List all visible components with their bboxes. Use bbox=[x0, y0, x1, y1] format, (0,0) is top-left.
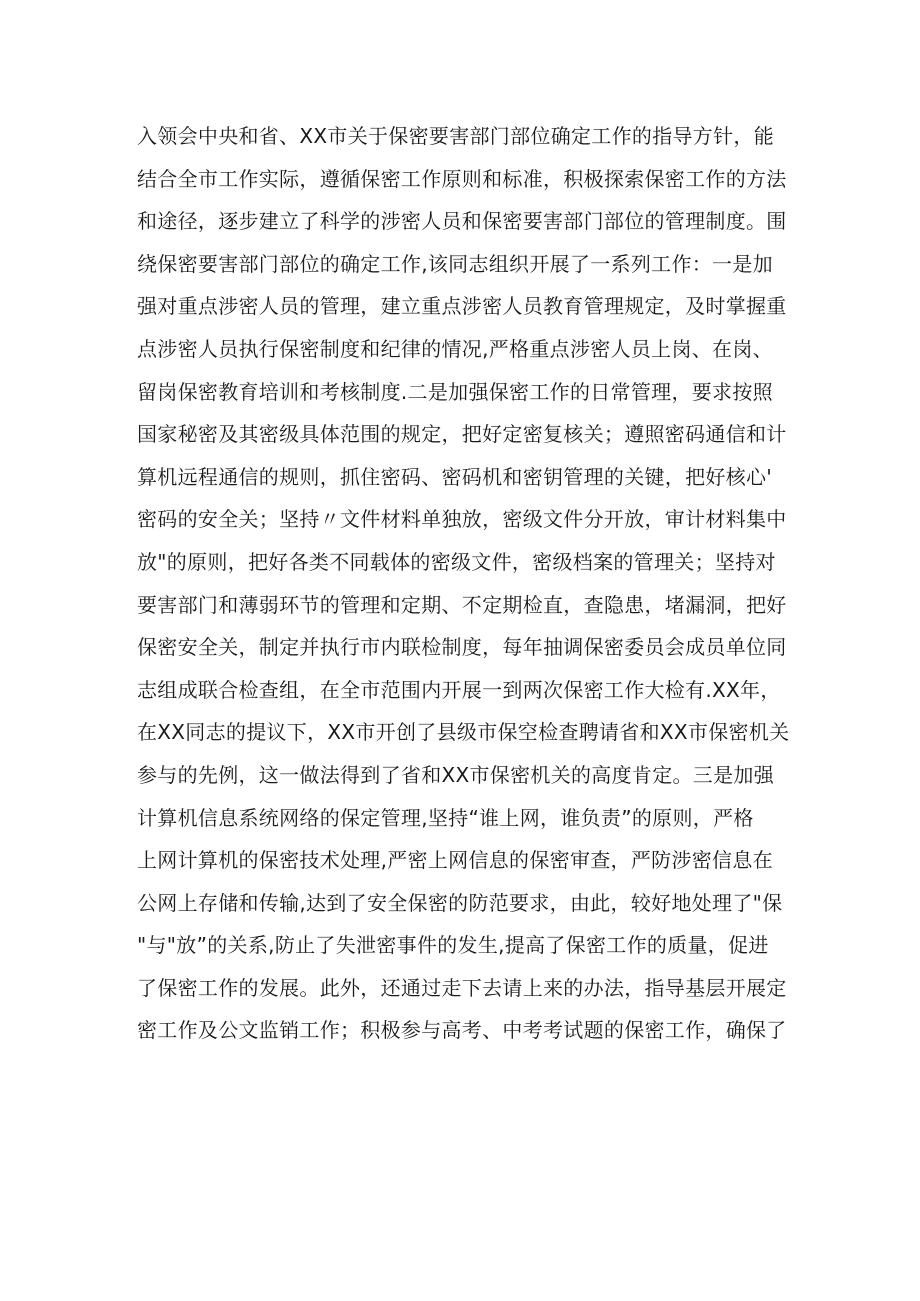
text-line: 在XX同志的提议下，XX市开创了县级市保空检查聘请省和XX市保密机关 bbox=[137, 720, 790, 745]
text-line: 和途径，逐步建立了科学的涉密人员和保密要害部门部位的管理制度。围 bbox=[137, 209, 787, 234]
text-line: 入领会中央和省、XX市关于保密要害部门部位确定工作的指导方针，能 bbox=[137, 124, 775, 148]
text-line: 绕保密要害部门部位的确定工作,该同志组织开展了一系列工作：一是加 bbox=[137, 251, 773, 276]
text-line: 算机远程通信的规则，抓住密码、密码机和密钥管理的关键，把好核心' bbox=[137, 464, 773, 489]
text-line: 计算机信息系统网络的保定管理,坚持“谁上网，谁负责”的原则，严格 bbox=[137, 805, 754, 830]
text-line: 志组成联合检查组，在全市范围内开展一到两次保密工作大检有.XX年， bbox=[137, 677, 781, 702]
body-paragraph bbox=[137, 115, 790, 1052]
text-line: 点涉密人员执行保密制度和纪律的情况,严格重点涉密人员上岗、在岗、 bbox=[137, 336, 773, 361]
text-line: 留岗保密教育培训和考核制度.二是加强保密工作的日常管理，要求按照 bbox=[137, 379, 773, 404]
text-line: 密工作及公文监销工作；积极参与高考、中考考试题的保密工作，确保了 bbox=[137, 1018, 787, 1043]
text-line: "与"放”的关系,防止了失泄密事件的发生,提高了保密工作的质量，促进 bbox=[137, 933, 769, 958]
text-line: 上网计算机的保密技术处理,严密上网信息的保密审查，严防涉密信息在 bbox=[137, 848, 773, 873]
text-line: 放"的原则，把好各类不同载体的密级文件，密级档案的管理关；坚持对 bbox=[137, 549, 776, 574]
text-line: 了保密工作的发展。此外，还通过走下去请上来的办法，指导基层开展定 bbox=[137, 975, 787, 1000]
text-line: 公网上存储和传输,达到了安全保密的防范要求，由此，较好地处理了"保 bbox=[137, 890, 783, 915]
text-line: 国家秘密及其密级具体范围的规定，把好定密复核关；遵照密码通信和计 bbox=[137, 422, 787, 447]
text-line: 保密安全关，制定并执行市内联检制度，每年抽调保密委员会成员单位同 bbox=[137, 635, 787, 660]
text-line: 参与的先例，这一做法得到了省和XX市保密机关的高度肯定。三是加强 bbox=[137, 762, 775, 787]
text-line: 密码的安全关；坚持〃文件材料单独放，密级文件分开放，审计材料集中 bbox=[137, 507, 787, 532]
text-line: 要害部门和薄弱环节的管理和定期、不定期检直，查隐患，堵漏洞，把好 bbox=[137, 592, 787, 617]
text-line: 结合全市工作实际，遵循保密工作原则和标准，积极探索保密工作的方法 bbox=[137, 166, 787, 191]
text-line: 强对重点涉密人员的管理，建立重点涉密人员教育管理规定，及时掌握重 bbox=[137, 294, 787, 319]
